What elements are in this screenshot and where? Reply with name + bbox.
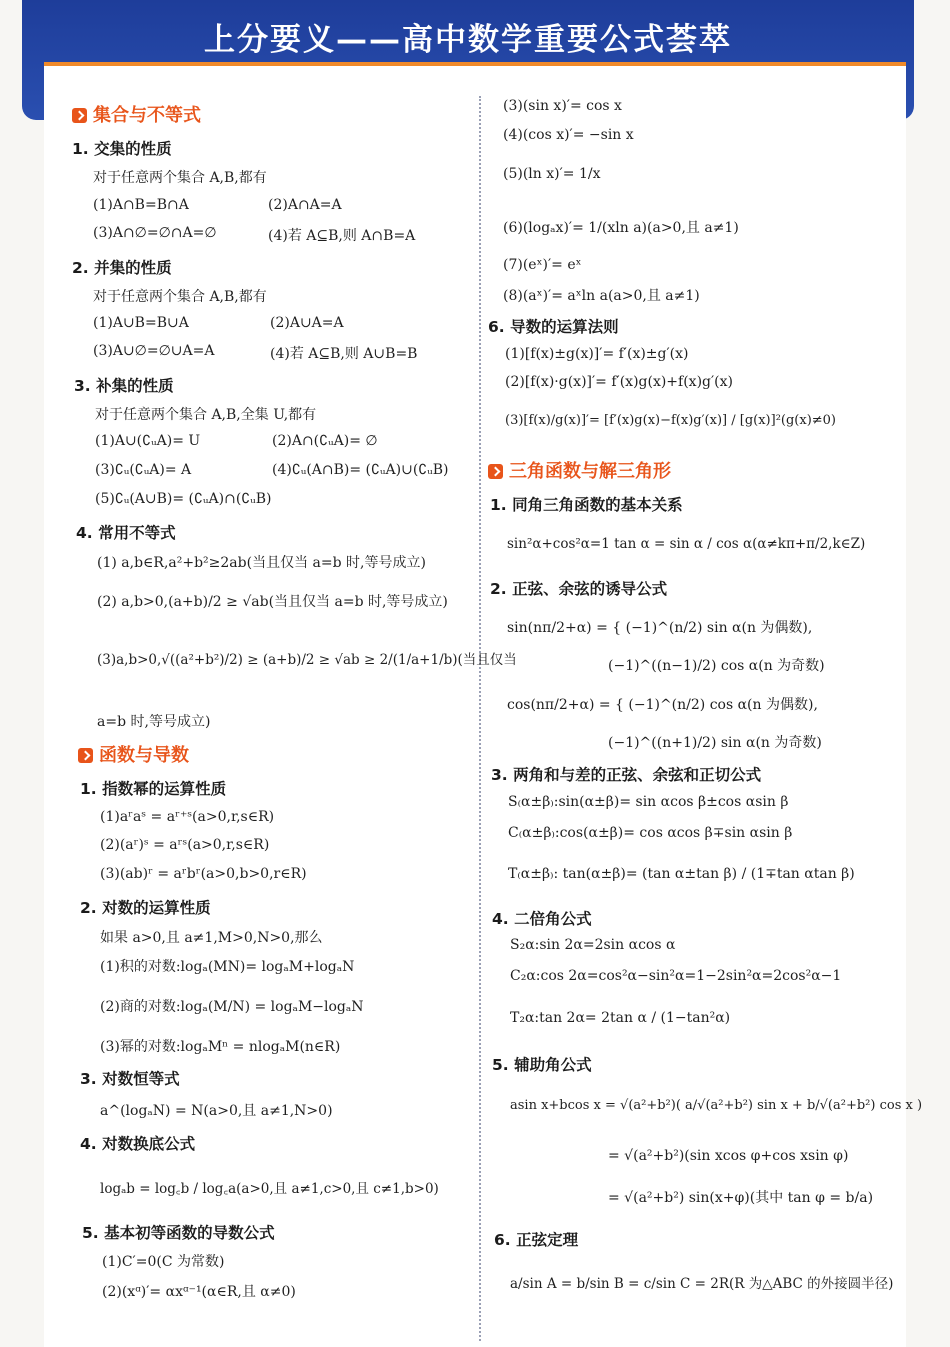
formula-line: (1)C′=0(C 为常数) (102, 1254, 225, 1270)
section-title: 集合与不等式 (93, 105, 201, 126)
formula-line: sin²α+cos²α=1 tan α = sin α / cos α(α≠kπ+π/2,k∈Z) (507, 536, 866, 552)
formula-line: (2)A∩(∁ᵤA)= ∅ (272, 433, 378, 449)
formula-line: (3)[f(x)/g(x)]′= [f′(x)g(x)−f(x)g′(x)] / [g(x)]²(g(x)≠0) (505, 413, 837, 428)
formula-line: T₂α:tan 2α= 2tan α / (1−tan²α) (510, 1010, 731, 1026)
formula-line: 对于任意两个集合 A,B,都有 (93, 289, 267, 305)
formula-line: logₐb = log꜀b / log꜀a(a>0,且 a≠1,c>0,且 c≠1,b>0) (100, 1181, 439, 1197)
heading-union: 2. 并集的性质 (72, 259, 172, 277)
formula-line: (6)(logₐx)′= 1/(xln a)(a>0,且 a≠1) (503, 220, 739, 236)
formula-line: C₂α:cos 2α=cos²α−sin²α=1−2sin²α=2cos²α−1 (510, 968, 842, 984)
formula-line: (2)(xᵅ)′= αxᵅ⁻¹(α∈R,且 α≠0) (102, 1284, 296, 1300)
formula-line: a^(logₐN) = N(a>0,且 a≠1,N>0) (100, 1103, 333, 1119)
formula-line: (3)A∩∅=∅∩A=∅ (93, 225, 217, 241)
heading-log-rules: 2. 对数的运算性质 (80, 899, 211, 917)
formula-line: = √(a²+b²)(sin xcos φ+cos xsin φ) (608, 1148, 849, 1164)
heading-derivative-rules: 6. 导数的运算法则 (488, 318, 619, 336)
formula-line: (3)(sin x)′= cos x (503, 98, 622, 114)
formula-line: (1)A∪(∁ᵤA)= U (95, 433, 201, 449)
heading-log-identity: 3. 对数恒等式 (80, 1070, 180, 1088)
check-icon (78, 748, 93, 763)
formula-line: (1)[f(x)±g(x)]′= f′(x)±g′(x) (505, 346, 689, 362)
formula-line: (1)aʳaˢ = aʳ⁺ˢ(a>0,r,s∈R) (100, 809, 275, 825)
page-title: 上分要义——高中数学重要公式荟萃 (204, 22, 732, 58)
formula-line: = √(a²+b²) sin(x+φ)(其中 tan φ = b/a) (608, 1190, 874, 1206)
formula-line: (2)商的对数:logₐ(M/N) = logₐM−logₐN (100, 999, 364, 1015)
formula-line: T₍α±β₎: tan(α±β)= (tan α±tan β) / (1∓tan αtan β) (508, 866, 855, 882)
formula-line: (3)a,b>0,√((a²+b²)/2) ≥ (a+b)/2 ≥ √ab ≥ 2/(1/a+1/b)(当且仅当 (97, 652, 517, 668)
heading-reduction-formulas: 2. 正弦、余弦的诱导公式 (490, 580, 668, 598)
formula-line: cos(nπ/2+α) = { (−1)^(n/2) cos α(n 为偶数), (507, 697, 818, 713)
heading-change-of-base: 4. 对数换底公式 (80, 1135, 196, 1153)
formula-line: (2)A∩A=A (268, 197, 342, 213)
formula-line: (3)(ab)ʳ = aʳbʳ(a>0,b>0,r∈R) (100, 866, 307, 882)
formula-line: (3)A∪∅=∅∪A=A (93, 343, 215, 359)
check-icon (72, 108, 87, 123)
formula-line: (−1)^((n+1)/2) sin α(n 为奇数) (608, 735, 822, 751)
formula-line: (7)(eˣ)′= eˣ (503, 257, 582, 273)
formula-line: C₍α±β₎:cos(α±β)= cos αcos β∓sin αsin β (508, 825, 793, 841)
heading-same-angle: 1. 同角三角函数的基本关系 (490, 496, 683, 514)
formula-line: (2)(aʳ)ˢ = aʳˢ(a>0,r,s∈R) (100, 837, 270, 853)
formula-line: (3)∁ᵤ(∁ᵤA)= A (95, 462, 192, 478)
formula-line: S₂α:sin 2α=2sin αcos α (510, 937, 676, 953)
formula-line: sin(nπ/2+α) = { (−1)^(n/2) sin α(n 为偶数), (507, 620, 813, 636)
formula-line: (2)A∪A=A (270, 315, 344, 331)
heading-auxiliary-angle: 5. 辅助角公式 (492, 1056, 592, 1074)
heading-law-of-sines: 6. 正弦定理 (494, 1231, 579, 1249)
formula-line: (5)(ln x)′= 1/x (503, 166, 601, 182)
section-title: 函数与导数 (99, 745, 189, 766)
heading-sum-difference: 3. 两角和与差的正弦、余弦和正切公式 (491, 766, 762, 784)
section-title: 三角函数与解三角形 (509, 461, 671, 482)
formula-line: (1)积的对数:logₐ(MN)= logₐM+logₐN (100, 959, 355, 975)
formula-line: (4)∁ᵤ(A∩B)= (∁ᵤA)∪(∁ᵤB) (272, 462, 449, 478)
heading-double-angle: 4. 二倍角公式 (492, 910, 592, 928)
formula-line: 对于任意两个集合 A,B,全集 U,都有 (95, 407, 317, 423)
formula-line: (3)幂的对数:logₐMⁿ = nlogₐM(n∈R) (100, 1039, 341, 1055)
formula-line: (1) a,b∈R,a²+b²≥2ab(当且仅当 a=b 时,等号成立) (97, 555, 426, 571)
formula-line: (2) a,b>0,(a+b)/2 ≥ √ab(当且仅当 a=b 时,等号成立) (97, 594, 448, 610)
heading-exponent-rules: 1. 指数幂的运算性质 (80, 780, 227, 798)
formula-line: (4)(cos x)′= −sin x (503, 127, 634, 143)
heading-derivative-formulas: 5. 基本初等函数的导数公式 (82, 1224, 275, 1242)
heading-intersection: 1. 交集的性质 (72, 140, 172, 158)
formula-line: a/sin A = b/sin B = c/sin C = 2R(R 为△ABC 的外接圆半径) (510, 1276, 894, 1292)
formula-line: (1)A∩B=B∩A (93, 197, 189, 213)
formula-line: a=b 时,等号成立) (97, 714, 211, 730)
formula-line: 如果 a>0,且 a≠1,M>0,N>0,那么 (100, 930, 323, 946)
formula-line: (5)∁ᵤ(A∪B)= (∁ᵤA)∩(∁ᵤB) (95, 491, 272, 507)
formula-line: (4)若 A⊆B,则 A∩B=A (268, 228, 416, 244)
section-trigonometry (488, 457, 671, 483)
column-divider (479, 96, 481, 1341)
formula-line: S₍α±β₎:sin(α±β)= sin αcos β±cos αsin β (508, 794, 789, 810)
formula-line: asin x+bcos x = √(a²+b²)( a/√(a²+b²) sin x + b/√(a²+b²) cos x ) (510, 1098, 923, 1113)
formula-line: (2)[f(x)·g(x)]′= f′(x)g(x)+f(x)g′(x) (505, 374, 733, 390)
section-functions-derivatives (78, 741, 189, 767)
formula-line: (1)A∪B=B∪A (93, 315, 189, 331)
heading-inequalities: 4. 常用不等式 (76, 524, 176, 542)
formula-line: 对于任意两个集合 A,B,都有 (93, 170, 267, 186)
heading-complement: 3. 补集的性质 (74, 377, 174, 395)
check-icon (488, 464, 503, 479)
formula-line: (4)若 A⊆B,则 A∪B=B (270, 346, 418, 362)
section-sets-inequalities (72, 101, 201, 127)
formula-line: (−1)^((n−1)/2) cos α(n 为奇数) (608, 658, 825, 674)
formula-line: (8)(aˣ)′= aˣln a(a>0,且 a≠1) (503, 288, 700, 304)
